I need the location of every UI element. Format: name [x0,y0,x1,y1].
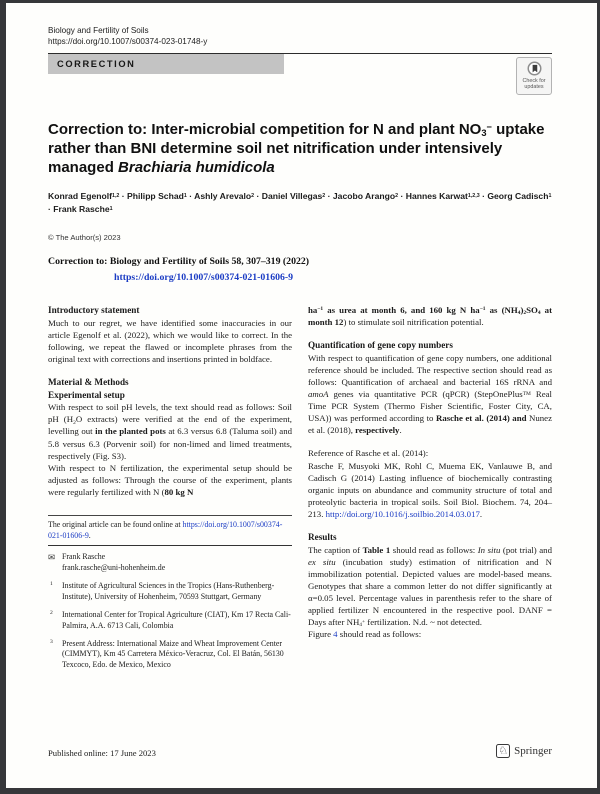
gene-copy-heading: Quantification of gene copy numbers [308,340,453,351]
article-body [48,304,552,671]
affiliation-text: Present Address: International Maize and Wheat Improvement Center (CIMMYT), Km 45 Carretera México-Veracruz, Col. El Batán, 56130 Texcoco, Edo. de Mexico, Mexico [62,638,284,670]
footnote-divider [48,515,292,516]
journal-name: Biology and Fertility of Soils [48,26,149,35]
results-paragraph: The caption of Table 1 should read as follows: In situ (pot trial) and ex situ (incubation study) estimation of nitrification and N immobilization potential. Depicted values are model-based means. Genotypes that share a common letter do not differ significantly at α=0.05 level. Percentage values in parenthesis refer to the share of applied fertilizer N encountered in the respective pool. DANF = Days after NH4+ fertilization. N.d. ~ not detected. [308,544,553,629]
banner-row [48,53,552,96]
affiliation-number: 1 [50,581,53,588]
setup-heading: Experimental setup [48,389,125,400]
check-updates-label: Check for updates [522,78,546,91]
fertilization-paragraph: With respect to N fertilization, the experimental setup should be adjusted as follows: Through the course of the experiment, plants were regularly fertilized with N (80 kg N [48,462,292,497]
citation-doi-link[interactable]: https://doi.org/10.1007/s00374-021-01606-9 [114,271,294,283]
check-updates-badge[interactable] [516,57,552,95]
reference-intro: Reference of Rasche et al. (2014): [308,448,429,459]
methods-heading: Material & Methods [48,376,129,387]
inline-link[interactable]: http://doi.org/10.1016/j.soilbio.2014.03.017 [325,508,480,519]
affiliation-number: 3 [50,639,53,646]
correspondence-divider [48,545,292,546]
check-updates-icon [518,61,550,76]
inline-link[interactable]: https://doi.org/10.1007/s00374-021-01606-9 [48,519,283,541]
affiliation-text: International Center for Tropical Agriculture (CIAT), Km 17 Recta Cali-Palmira, A.A. 6713 Cali, Colombia [62,609,291,630]
affiliation-item [48,639,292,672]
inline-link[interactable]: 4 [333,629,338,640]
setup-paragraph: With respect to soil pH levels, the text should read as follows: Soil pH (H2O extracts) were verified at the end of the experiment, levelling out in the planted pots at 6.3 versus 6.8 (Taluma soil) and 5.8 versus 6.3 (Porvenir soil) for non-limed and limed treatments, respectively (Fig. S3). [48,402,293,461]
springer-wordmark: Springer [514,744,552,757]
right-column [308,304,552,671]
published-online: Published online: 17 June 2023 [48,748,156,758]
springer-horse-icon: ♘ [498,744,509,757]
fertilization-continued-paragraph: $ha^{-1}$ as urea at month 6, and 160 kg N $ha^{-1}$ as (NH4)2SO4 at month 12) to stimulate soil nitrification potential. [308,304,553,328]
copyright-notice: © The Author(s) 2023 [48,232,121,242]
correction-banner: CORRECTION [48,54,284,74]
article-doi: https://doi.org/10.1007/s00374-023-01748-y [48,37,208,46]
affiliation-item [48,581,292,603]
figure-paragraph: Figure 4 should read as follows: [308,629,422,640]
reference-paragraph: Rasche F, Musyoki MK, Rohl C, Muema EK, Vanlauwe B, and Cadisch G (2014) Lasting influence of biochemically contrasting organic inputs on abundance and community structure of total and proteolytic bacteria in tropical soils. Soil Biol. Biochem. 74, 204–213. http://doi.org/10.1016/j.soilbio.2014.03.017. [308,460,552,519]
affiliation-text: Institute of Agricultural Sciences in the Tropics (Hans-Ruthenberg-Institute), University of Hohenheim, 70593 Stuttgart, Germany [62,580,275,601]
correspondence-block [48,552,292,574]
corresponding-author-name: Frank Rasche [62,552,106,562]
intro-paragraph: Much to our regret, we have identified some inaccuracies in our article Egenolf et al. (2022), which we would like to correct. In the following, we repeat the flawed or incomplete phrases from the original text with corrections and insertions printed in boldface. [48,317,292,364]
author-list: Konrad Egenolf$^{1,2}$ · Philipp Schad$^1$ · Ashly Arevalo$^2$ · Daniel Villegas$^2$ · Jacobo Arango$^2$ · Hannes Karwat$^{1,2,3}$ · Georg Cadisch$^1$ · Frank Rasche$^1$ [48,191,552,215]
mail-icon: ✉ [48,552,56,563]
left-column [48,304,292,671]
affiliation-number: 2 [50,610,53,617]
page-footer [48,744,552,758]
page-content [6,3,597,788]
journal-page [6,3,597,788]
original-article-note: The original article can be found online at https://doi.org/10.1007/s00374-021-01606-9. [48,519,283,541]
corresponding-author-email[interactable]: frank.rasche@uni-hohenheim.de [62,563,166,572]
results-heading: Results [308,531,337,542]
intro-heading: Introductory statement [48,304,140,315]
gene-copy-paragraph: With respect to quantification of gene copy numbers, one additional reference should be included. The respective section should read as follows: Quantification of archaeal and bacterial 16S rRNA and amoA genes via quantitative PCR (qPCR) (StepOnePlus™ Real Time PCR System (Thermo Fisher Scientific, Foster City, CA, USA)) was performed according to Rasche et al. (2014) and Nunez et al. (2018), respectively. [308,352,552,436]
article-title: Correction to: Inter-microbial competition for N and plant NO3− uptake rather than BNI determine soil net nitrification under intensively managed Brachiaria humidicola [48,121,545,177]
correspondence-text [62,552,165,574]
springer-logo [496,744,552,758]
citation-line: Correction to: Biology and Fertility of Soils 58, 307–319 (2022) [48,255,310,267]
affiliation-item [48,610,292,632]
